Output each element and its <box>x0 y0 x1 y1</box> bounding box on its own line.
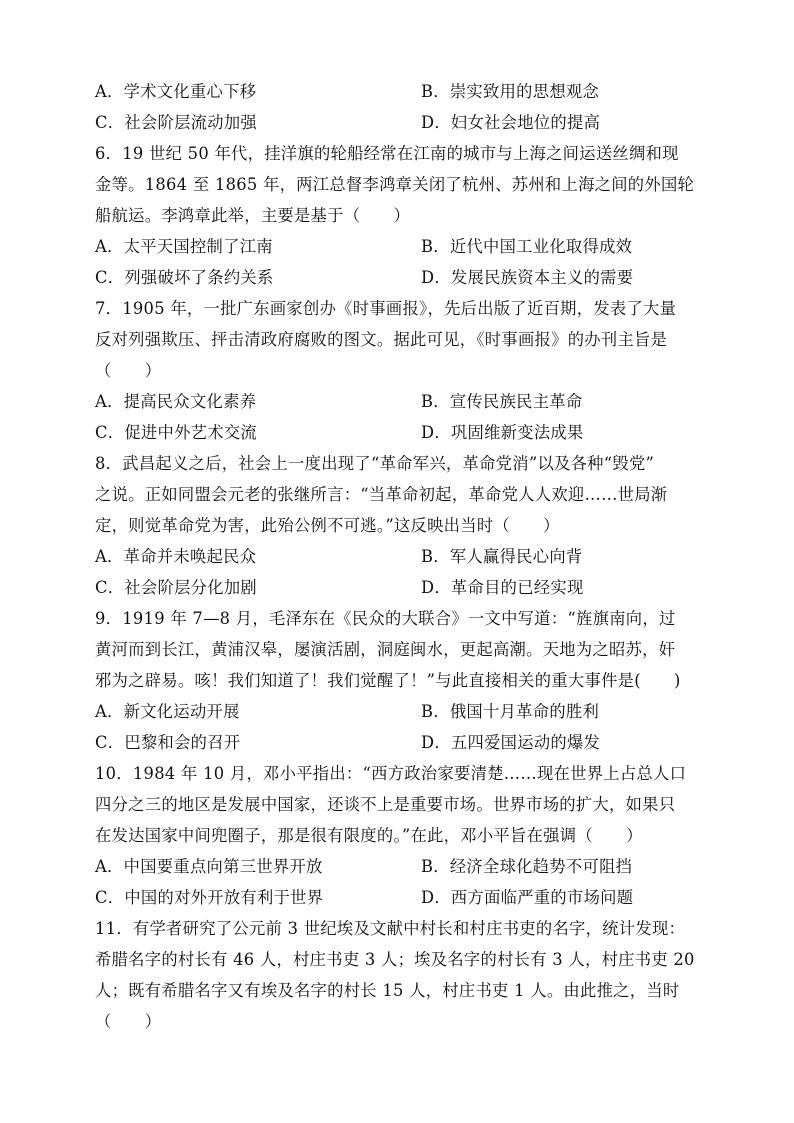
question-text-line: 黄河而到长江，黄浦汉皋，屡演活剧，洞庭闽水，更起高潮。天地为之昭苏，奸 <box>95 640 676 659</box>
answer-options-row <box>95 231 700 262</box>
answer-option: D．妇女社会地位的提高 <box>421 113 601 132</box>
answer-option: B．俄国十月革命的胜利 <box>421 702 600 721</box>
answer-options-row <box>95 851 700 882</box>
question-text-line: 8．武昌起义之后，社会上一度出现了“革命军兴，革命党消”以及各种“毁党” <box>95 454 655 473</box>
question-text-line: 邪为之辟易。咳！我们知道了！我们觉醒了！”与此直接相关的重大事件是( ) <box>95 671 681 690</box>
answer-option: D．发展民族资本主义的需要 <box>421 268 634 287</box>
answer-option: D．革命目的已经实现 <box>421 578 584 597</box>
answer-option: B．崇实致用的思想观念 <box>421 82 600 101</box>
question-text-line: 四分之三的地区是发展中国家，还谈不上是重要市场。世界市场的扩大，如果只 <box>95 795 676 814</box>
answer-option: C．列强破坏了条约关系 <box>95 268 274 287</box>
question-text-line: 定，则觉革命党为害，此殆公例不可逃。”这反映出当时（ ） <box>95 516 560 535</box>
question-text-line: 9．1919 年 7—8 月，毛泽东在《民众的大联合》一文中写道：“旌旗南向，过 <box>95 609 676 628</box>
question-text-line: 希腊名字的村长有 46 人，村庄书吏 3 人；埃及名字的村长有 3 人，村庄书吏 20 <box>95 950 695 969</box>
answer-option: A．新文化运动开展 <box>95 702 240 721</box>
answer-option: D．西方面临严重的市场问题 <box>421 888 634 907</box>
question-text-line: 人；既有希腊名字又有埃及名字的村长 15 人，村庄书吏 1 人。由此推之，当时 <box>95 981 680 1000</box>
answer-option: A．中国要重点向第三世界开放 <box>95 857 323 876</box>
answer-option: C．中国的对外开放有利于世界 <box>95 888 324 907</box>
answer-option: B．宣传民族民主革命 <box>421 392 583 411</box>
question-text-line: 之说。正如同盟会元老的张继所言：“当革命初起，革命党人人欢迎……世局渐 <box>95 485 668 504</box>
question-text-line: 11．有学者研究了公元前 3 世纪埃及文献中村长和村庄书吏的名字，统计发现： <box>95 919 686 938</box>
answer-option: D．巩固维新变法成果 <box>421 423 584 442</box>
question-text-line: 金等。1864 至 1865 年，两江总督李鸿章关闭了杭州、苏州和上海之间的外国轮 <box>95 175 695 194</box>
answer-options-row <box>95 696 700 727</box>
question-text-line: （ ） <box>95 361 162 380</box>
answer-option: C．促进中外艺术交流 <box>95 423 257 442</box>
answer-options-row <box>95 107 700 138</box>
answer-option: A．革命并未唤起民众 <box>95 547 257 566</box>
question-text-line: 6．19 世纪 50 年代，挂洋旗的轮船经常在江南的城市与上海之间运送丝绸和现 <box>95 144 679 163</box>
answer-option: C．社会阶层流动加强 <box>95 113 257 132</box>
answer-option: C．巴黎和会的召开 <box>95 733 241 752</box>
answer-option: D．五四爱国运动的爆发 <box>421 733 601 752</box>
answer-options-row <box>95 541 700 572</box>
answer-option: B．经济全球化趋势不可阻挡 <box>421 857 633 876</box>
answer-options-row <box>95 572 700 603</box>
answer-options-row <box>95 882 700 913</box>
question-text-line: 船航运。李鸿章此举，主要是基于（ ） <box>95 206 411 225</box>
question-content <box>95 76 700 1037</box>
answer-option: B．近代中国工业化取得成效 <box>421 237 633 256</box>
answer-option: A．学术文化重心下移 <box>95 82 257 101</box>
answer-option: B．军人赢得民心向背 <box>421 547 583 566</box>
answer-options-row <box>95 727 700 758</box>
question-text-line: （ ） <box>95 1012 162 1031</box>
answer-option: A．太平天国控制了江南 <box>95 237 273 256</box>
answer-option: A．提高民众文化素养 <box>95 392 257 411</box>
question-text-line: 10．1984 年 10 月，邓小平指出：“西方政治家要清楚……现在世界上占总人口 <box>95 764 687 783</box>
question-text-line: 在发达国家中间兜圈子，那是很有限度的。”在此，邓小平旨在强调（ ） <box>95 826 643 845</box>
answer-options-row <box>95 386 700 417</box>
answer-options-row <box>95 262 700 293</box>
answer-options-row <box>95 76 700 107</box>
answer-options-row <box>95 417 700 448</box>
question-text-line: 反对列强欺压、抨击清政府腐败的图文。据此可见，《时事画报》的办刊主旨是 <box>95 330 668 349</box>
question-text-line: 7．1905 年，一批广东画家创办《时事画报》，先后出版了近百期，发表了大量 <box>95 299 677 318</box>
answer-option: C．社会阶层分化加剧 <box>95 578 257 597</box>
